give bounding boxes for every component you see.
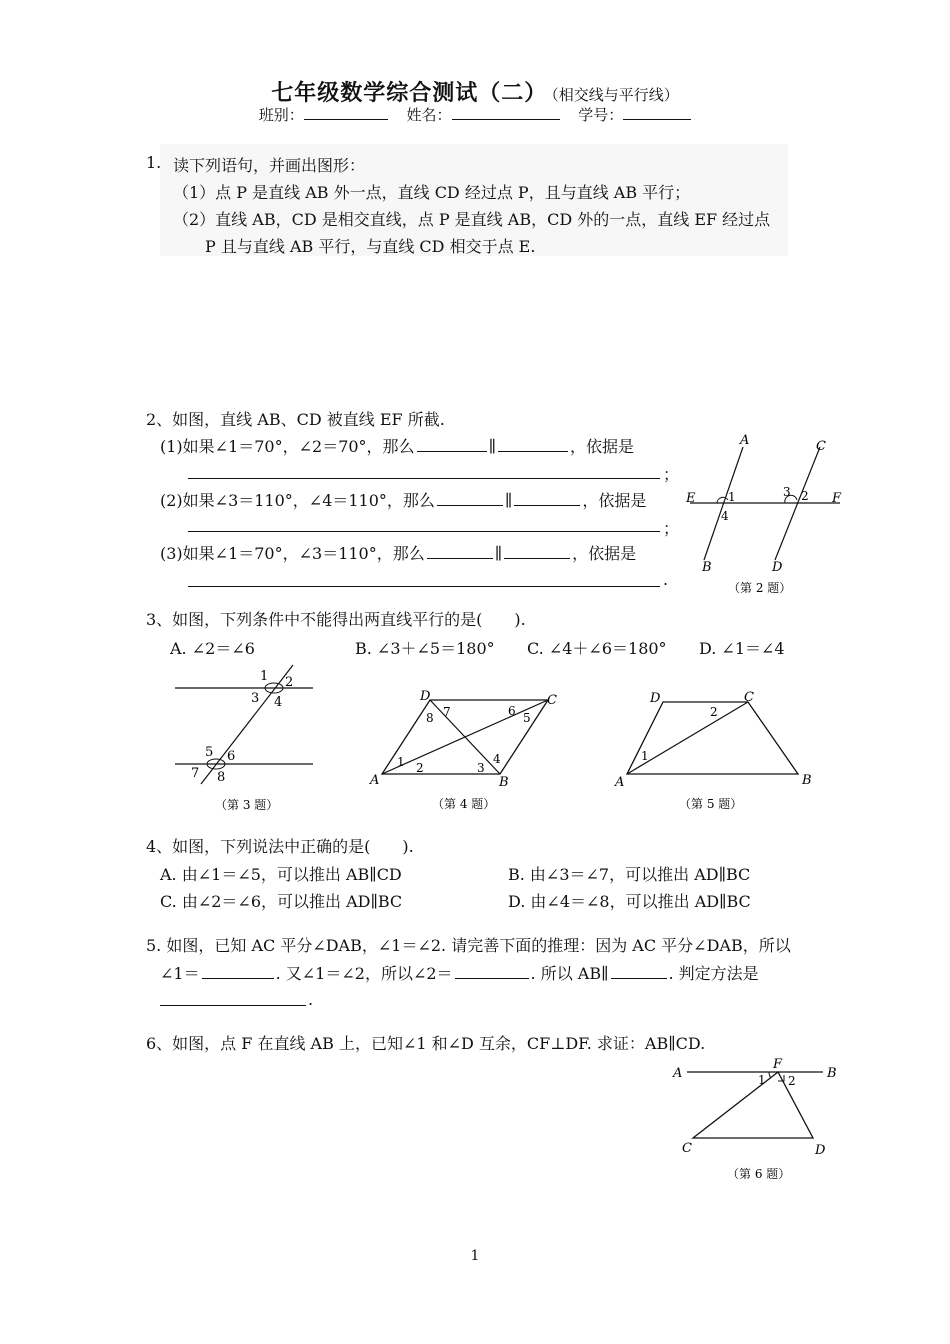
label-e: E <box>686 491 696 506</box>
q3-figure-caption: （第 3 题） <box>215 798 279 812</box>
q4-prompt: 4、如图，下列说法中正确的是( ). <box>146 837 414 856</box>
angle-label-4: 4 <box>721 509 729 523</box>
q5-line-2-part-c: . 所以 AB∥ <box>530 964 609 983</box>
worksheet-title: 七年级数学综合测试（二） <box>271 81 548 106</box>
angle-label-2: 2 <box>801 489 809 503</box>
q2-intro: 2、如图，直线 AB、CD 被直线 EF 所截. <box>146 410 445 429</box>
q1-item-2-line1: （2）直线 AB，CD 是相交直线，点 P 是直线 AB，CD 外的一点，直线 EF 经过点 <box>173 210 771 229</box>
q2-part-3-blank-b[interactable] <box>504 544 570 559</box>
q4-option-c[interactable]: C. 由∠2＝∠6，可以推出 AD∥BC <box>160 892 403 911</box>
label-c: C <box>744 690 754 705</box>
label-d: D <box>815 1143 826 1158</box>
q6-prompt: 6、如图，点 F 在直线 AB 上，已知∠1 和∠D 互余，CF⊥DF. 求证：AB∥CD. <box>146 1034 706 1053</box>
q4-option-b[interactable]: B. 由∠3＝∠7，可以推出 AD∥BC <box>508 865 751 884</box>
label-a: A <box>370 773 380 788</box>
angle-label-1: 1 <box>758 1073 766 1087</box>
q5-line-2 <box>160 961 759 984</box>
student-id-label: 学号： <box>578 106 624 124</box>
label-b: B <box>827 1066 837 1081</box>
label-b: B <box>802 773 812 788</box>
q5-blank-3[interactable] <box>611 964 667 979</box>
label-d: D <box>772 560 783 575</box>
angle-label-6: 6 <box>227 749 236 764</box>
angle-label-2: 2 <box>788 1074 796 1088</box>
q5-line-3-period: . <box>308 990 314 1009</box>
q3-option-d[interactable]: D. ∠1＝∠4 <box>699 639 785 658</box>
parallel-symbol: ∥ <box>494 544 503 563</box>
q2-part-2-text: (2)如果∠3＝110°，∠4＝110°，那么 <box>160 491 435 510</box>
angle-label-3: 3 <box>477 761 485 775</box>
angle-label-3: 3 <box>783 485 791 499</box>
q2-part-1-semicolon: ； <box>663 465 680 484</box>
angle-label-1: 1 <box>728 490 736 504</box>
label-a: A <box>673 1066 683 1081</box>
page-number: 1 <box>470 1248 480 1264</box>
figure-q6 <box>665 1056 855 1186</box>
label-a: A <box>740 433 750 448</box>
angle-label-6: 6 <box>508 704 516 718</box>
q5-line-1: 5. 如图，已知 AC 平分∠DAB，∠1＝∠2. 请完善下面的推理：因为 AC 平分∠DAB，所以 <box>146 936 791 955</box>
name-label: 姓名： <box>406 106 452 124</box>
q2-part-1-text: (1)如果∠1＝70°，∠2＝70°，那么 <box>160 437 415 456</box>
q3-option-b[interactable]: B. ∠3＋∠5＝180° <box>355 639 495 658</box>
q5-line-2-part-a: ∠1＝ <box>160 964 200 983</box>
angle-label-1: 1 <box>397 755 405 769</box>
angle-label-7: 7 <box>443 705 451 719</box>
q2-part-2-basis-blank[interactable] <box>188 531 660 532</box>
q2-part-1 <box>160 434 634 457</box>
label-c: C <box>816 439 826 454</box>
angle-label-5: 5 <box>523 711 531 725</box>
label-f: F <box>832 491 842 506</box>
q4-option-a[interactable]: A. 由∠1＝∠5，可以推出 AB∥CD <box>160 865 402 884</box>
label-b: B <box>499 775 509 790</box>
q3-option-c[interactable]: C. ∠4＋∠6＝180° <box>527 639 667 658</box>
angle-label-8: 8 <box>217 770 226 785</box>
q5-blank-2[interactable] <box>455 964 529 979</box>
q1-instruction: 读下列语句，并画出图形： <box>173 156 366 175</box>
class-label: 班别： <box>258 106 304 124</box>
q2-part-3 <box>160 541 636 564</box>
angle-label-4: 4 <box>493 752 501 766</box>
angle-label-4: 4 <box>274 695 283 710</box>
q2-part-1-basis-label: ，依据是 <box>569 437 634 456</box>
q2-part-2-blank-b[interactable] <box>514 491 580 506</box>
q3-option-a[interactable]: A. ∠2＝∠6 <box>170 639 255 658</box>
worksheet-title-row <box>0 76 950 107</box>
q2-figure-caption: （第 2 题） <box>728 581 792 595</box>
angle-label-3: 3 <box>251 691 260 706</box>
label-d: D <box>650 691 661 706</box>
q2-part-3-text: (3)如果∠1＝70°，∠3＝110°，那么 <box>160 544 425 563</box>
q2-part-1-blank-b[interactable] <box>498 437 568 452</box>
label-b: B <box>702 560 712 575</box>
q2-part-3-basis-blank[interactable] <box>188 586 660 587</box>
label-c: C <box>682 1141 692 1156</box>
student-info-line <box>0 104 950 125</box>
q4-figure-caption: （第 4 题） <box>432 797 496 811</box>
angle-label-1: 1 <box>260 669 269 684</box>
q2-part-2-semicolon: ； <box>663 519 680 538</box>
q5-blank-4[interactable] <box>160 1005 306 1006</box>
name-blank[interactable] <box>452 105 560 120</box>
q5-blank-1[interactable] <box>202 964 274 979</box>
angle-label-5: 5 <box>205 745 214 760</box>
label-f: F <box>773 1057 783 1072</box>
q2-part-1-blank-a[interactable] <box>417 437 487 452</box>
label-c: C <box>547 693 557 708</box>
angle-label-2: 2 <box>710 705 718 719</box>
q5-line-2-part-d: . 判定方法是 <box>668 964 759 983</box>
q2-part-1-basis-blank[interactable] <box>188 478 660 479</box>
student-id-blank[interactable] <box>623 105 691 120</box>
q1-item-1: （1）点 P 是直线 AB 外一点，直线 CD 经过点 P，且与直线 AB 平行； <box>173 183 691 202</box>
q2-part-2-blank-a[interactable] <box>437 491 503 506</box>
label-d: D <box>420 689 431 704</box>
figure-q4 <box>360 684 570 820</box>
q2-part-3-period: . <box>663 570 669 589</box>
q3-prompt: 3、如图，下列条件中不能得出两直线平行的是( ). <box>146 610 526 629</box>
angle-label-2: 2 <box>416 761 424 775</box>
angle-label-1: 1 <box>641 749 649 763</box>
transversal <box>201 665 293 784</box>
q6-figure-caption: （第 6 题） <box>727 1167 791 1181</box>
q5-line-2-part-b: . 又∠1＝∠2，所以∠2＝ <box>275 964 453 983</box>
figure-q3 <box>165 660 325 820</box>
q1-number: 1. <box>146 153 162 172</box>
angle-1-arc <box>717 497 728 503</box>
class-blank[interactable] <box>304 105 388 120</box>
parallel-symbol: ∥ <box>488 437 496 456</box>
q2-part-2-basis-label: ，依据是 <box>582 491 647 510</box>
q5-figure-caption: （第 5 题） <box>679 797 743 811</box>
worksheet-subtitle: （相交线与平行线） <box>551 86 679 104</box>
q4-option-d[interactable]: D. 由∠4＝∠8，可以推出 AD∥BC <box>508 892 751 911</box>
parallel-symbol: ∥ <box>504 491 513 510</box>
figure-q2 <box>680 430 850 605</box>
q2-part-3-basis-label: ，依据是 <box>572 544 637 563</box>
angle-label-8: 8 <box>426 711 434 725</box>
diagonal-bd <box>430 700 500 774</box>
label-a: A <box>615 775 625 790</box>
angle-label-2: 2 <box>285 675 294 690</box>
q2-part-2 <box>160 488 646 511</box>
figure-q5 <box>605 684 825 820</box>
angle-1-arc <box>769 1072 771 1078</box>
q2-part-3-blank-a[interactable] <box>427 544 493 559</box>
q1-item-2-line2: P 且与直线 AB 平行，与直线 CD 相交于点 E. <box>205 237 536 256</box>
angle-label-7: 7 <box>191 766 200 781</box>
